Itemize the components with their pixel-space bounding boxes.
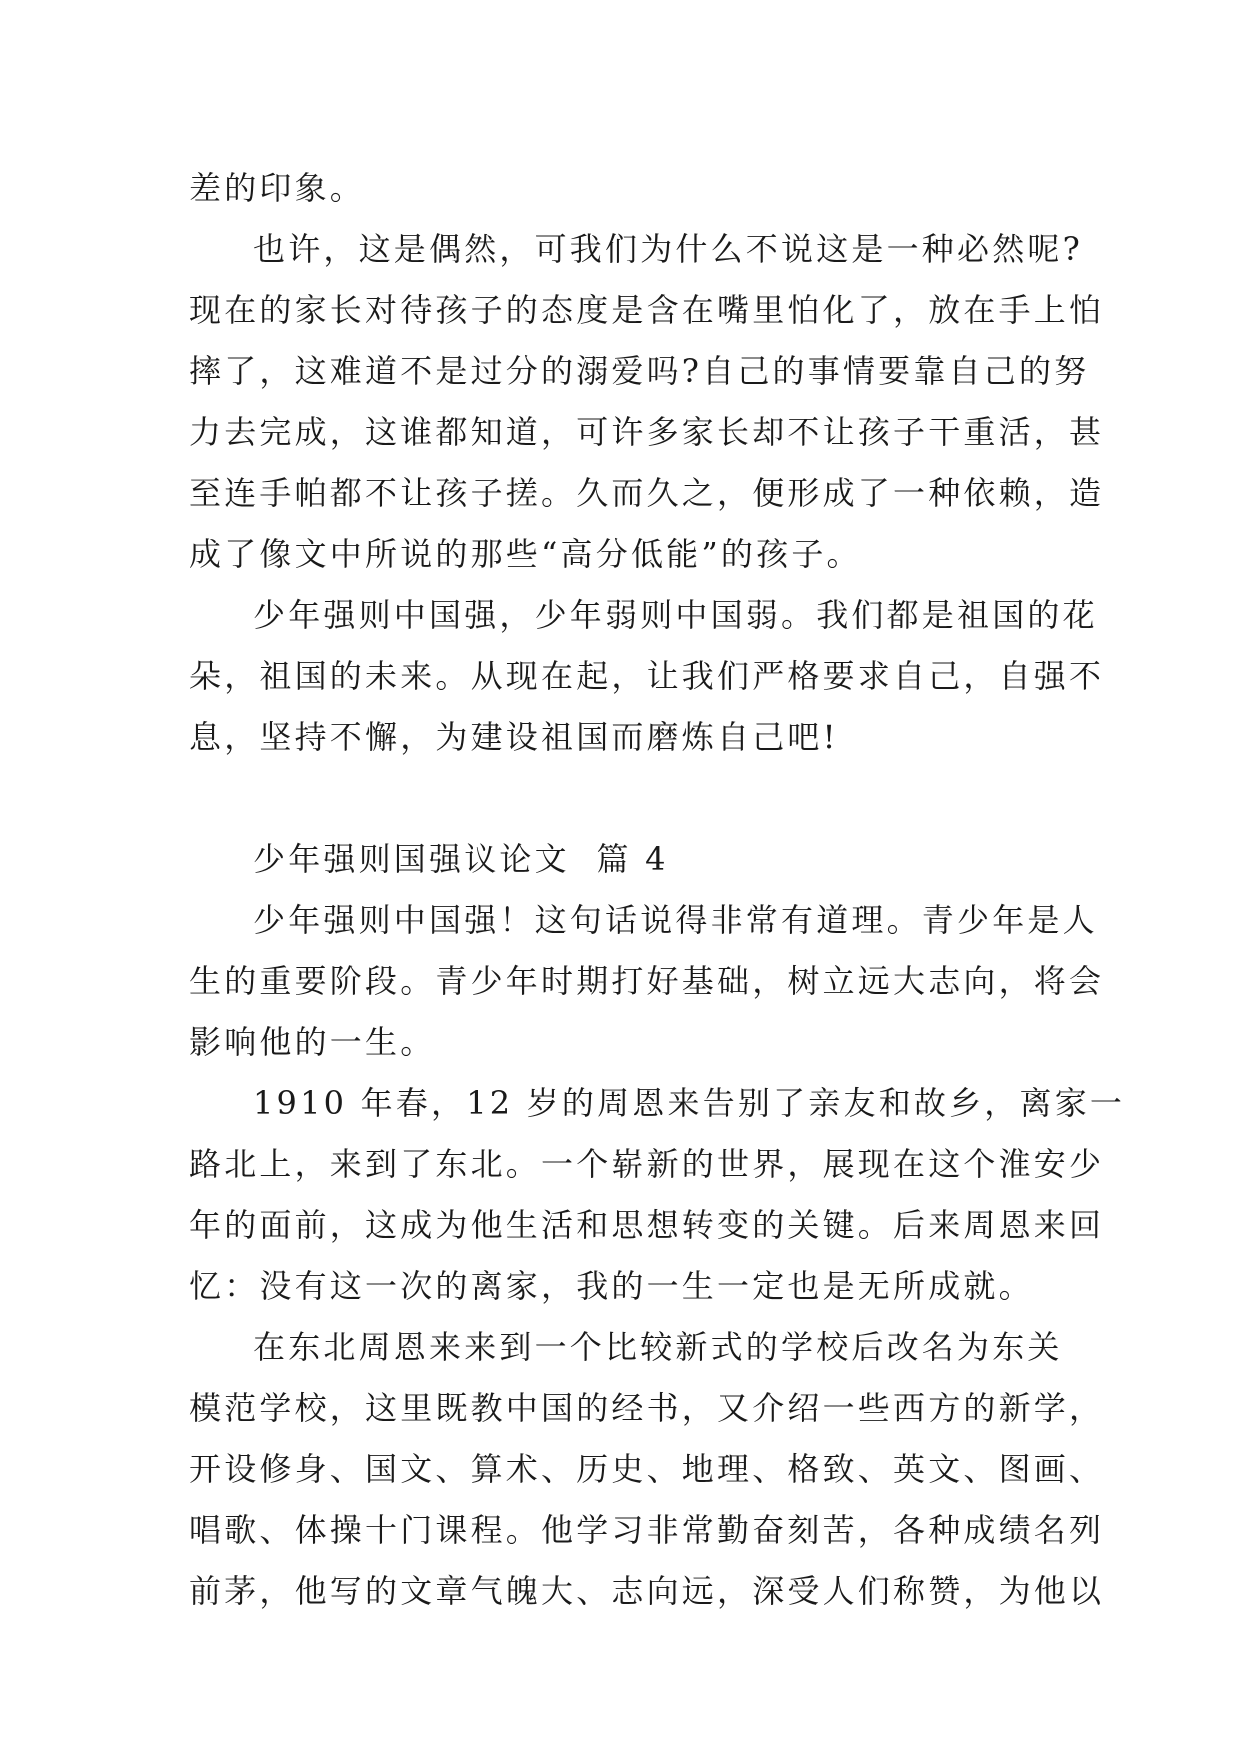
text-line: 差的印象。 xyxy=(189,169,366,207)
text-line: 成了像文中所说的那些“高分低能”的孩子。 xyxy=(189,535,862,573)
paragraph-1 xyxy=(189,158,1064,219)
text-line: 开设修身、国文、算术、历史、地理、格致、英文、图画、 xyxy=(189,1450,1105,1488)
text-line: 生的重要阶段。青少年时期打好基础，树立远大志向，将会 xyxy=(189,962,1105,1000)
text-line: 路北上，来到了东北。一个崭新的世界，展现在这个淮安少 xyxy=(189,1145,1105,1183)
text-line: 年的面前，这成为他生活和思想转变的关键。后来周恩来回 xyxy=(189,1206,1105,1244)
text-line: 模范学校，这里既教中国的经书，又介绍一些西方的新学， xyxy=(189,1389,1105,1427)
text-line: 现在的家长对待孩子的态度是含在嘴里怕化了，放在手上怕 xyxy=(189,291,1105,329)
text-line: 也许，这是偶然，可我们为什么不说这是一种必然呢? xyxy=(253,230,1083,268)
text-line: 1910 年春，12 岁的周恩来告别了亲友和故乡，离家一 xyxy=(253,1084,1126,1122)
paragraph-5 xyxy=(189,1073,1126,1317)
text-line: 朵，祖国的未来。从现在起，让我们严格要求自己，自强不 xyxy=(189,657,1105,695)
text-line: 忆：没有这一次的离家，我的一生一定也是无所成就。 xyxy=(189,1267,1034,1305)
text-line: 前茅，他写的文章气魄大、志向远，深受人们称赞，为他以 xyxy=(189,1572,1105,1610)
section-heading: 少年强则国强议论文 篇 4 xyxy=(253,840,669,878)
blank-line xyxy=(189,768,1064,829)
text-line: 至连手帕都不让孩子搓。久而久之，便形成了一种依赖，造 xyxy=(189,474,1105,512)
paragraph-3 xyxy=(189,585,1105,768)
paragraph-2 xyxy=(189,219,1105,585)
paragraph-4 xyxy=(189,890,1105,1073)
text-line: 唱歌、体操十门课程。他学习非常勤奋刻苦，各种成绩名列 xyxy=(189,1511,1105,1549)
text-line: 摔了，这难道不是过分的溺爱吗?自己的事情要靠自己的努 xyxy=(189,352,1090,390)
document-body xyxy=(189,158,1126,1622)
text-line: 少年强则中国强！这句话说得非常有道理。青少年是人 xyxy=(253,901,1098,939)
text-line: 力去完成，这谁都知道，可许多家长却不让孩子干重活，甚 xyxy=(189,413,1105,451)
paragraph-6 xyxy=(189,1317,1105,1622)
text-line: 息，坚持不懈，为建设祖国而磨炼自己吧! xyxy=(189,718,839,756)
text-line: 在东北周恩来来到一个比较新式的学校后改名为东关 xyxy=(253,1328,1063,1366)
text-line: 少年强则中国强，少年弱则中国弱。我们都是祖国的花 xyxy=(253,596,1098,634)
text-line: 影响他的一生。 xyxy=(189,1023,436,1061)
